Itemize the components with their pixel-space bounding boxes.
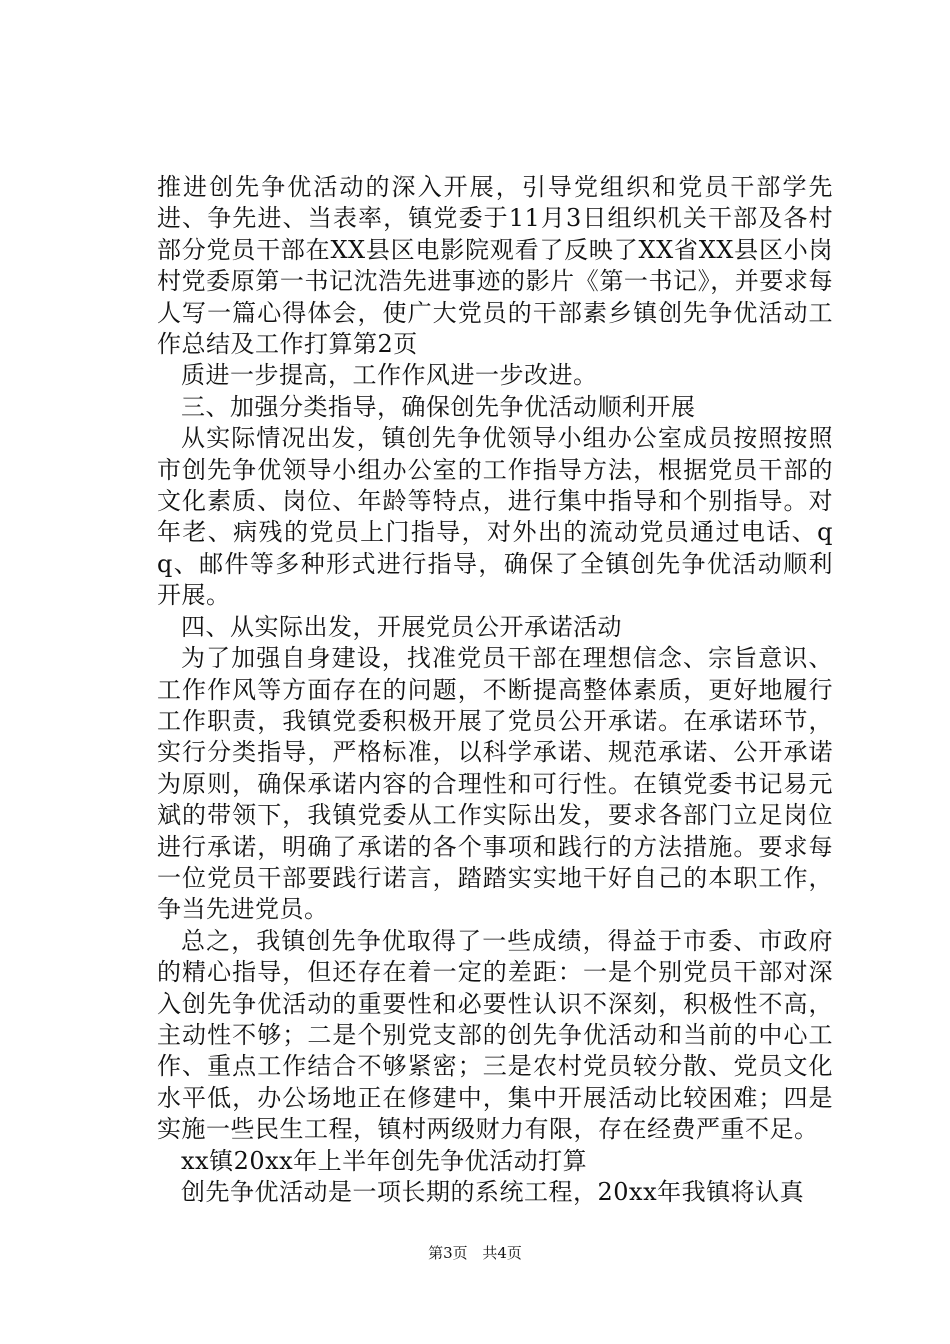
- section-heading-3: 三、加强分类指导，确保创先争优活动顺利开展: [181, 392, 696, 421]
- paragraph-9: 创先争优活动是一项长期的系统工程，20xx年我镇将认真: [181, 1178, 805, 1206]
- section-heading-4: 四、从实际出发，开展党员公开承诺活动: [181, 612, 622, 641]
- paragraph-1: 推进创先争优活动的深入开展，引导党组织和党员干部学先进、争先进、当表率，镇党委于11月3日组织机关干部及各村部分党员干部在XX县区电影院观看了反映了XX省XX县区小岗村党委原第一书记沈浩先进事迹的影片《第一书记》，并要求每人写一篇心得体会，使广大党员的干部素乡镇创先争优活动工作总结及工作打算第2页: [157, 173, 833, 359]
- page-number: 第3页: [428, 1244, 468, 1262]
- document-body: [157, 172, 833, 1208]
- plan-heading: xx镇20xx年上半年创先争优活动打算: [181, 1146, 588, 1175]
- paragraph-4: 从实际情况出发，镇创先争优领导小组办公室成员按照按照市创先争优领导小组办公室的工作指导方法，根据党员干部的文化素质、岗位、年龄等特点，进行集中指导和个别指导。对年老、病残的党员上门指导，对外出的流动党员通过电话、qq、邮件等多种形式进行指导，确保了全镇创先争优活动顺利开展。: [157, 424, 833, 610]
- paragraph-7: 总之，我镇创先争优取得了一些成绩，得益于市委、市政府的精心指导，但还存在着一定的差距：一是个别党员干部对深入创先争优活动的重要性和必要性认识不深刻，积极性不高，主动性不够；二是个别党支部的创先争优活动和当前的中心工作、重点工作结合不够紧密；三是农村党员较分散、党员文化水平低，办公场地正在修建中，集中开展活动比较困难；四是实施一些民生工程，镇村两级财力有限，存在经费严重不足。: [157, 926, 833, 1144]
- paragraph-6: 为了加强自身建设，找准党员干部在理想信念、宗旨意识、工作作风等方面存在的问题，不断提高整体素质，更好地履行工作职责，我镇党委积极开展了党员公开承诺。在承诺环节，实行分类指导，严格标准，以科学承诺、规范承诺、公开承诺为原则，确保承诺内容的合理性和可行性。在镇党委书记易元斌的带领下，我镇党委从工作实际出发，要求各部门立足岗位进行承诺，明确了承诺的各个事项和践行的方法措施。要求每一位党员干部要践行诺言，踏踏实实地干好自己的本职工作，争当先进党员。: [157, 644, 833, 924]
- paragraph-2: 质进一步提高，工作作风进一步改进。: [181, 361, 598, 390]
- page-footer: [0, 1243, 950, 1263]
- page-total: 共4页: [482, 1244, 522, 1262]
